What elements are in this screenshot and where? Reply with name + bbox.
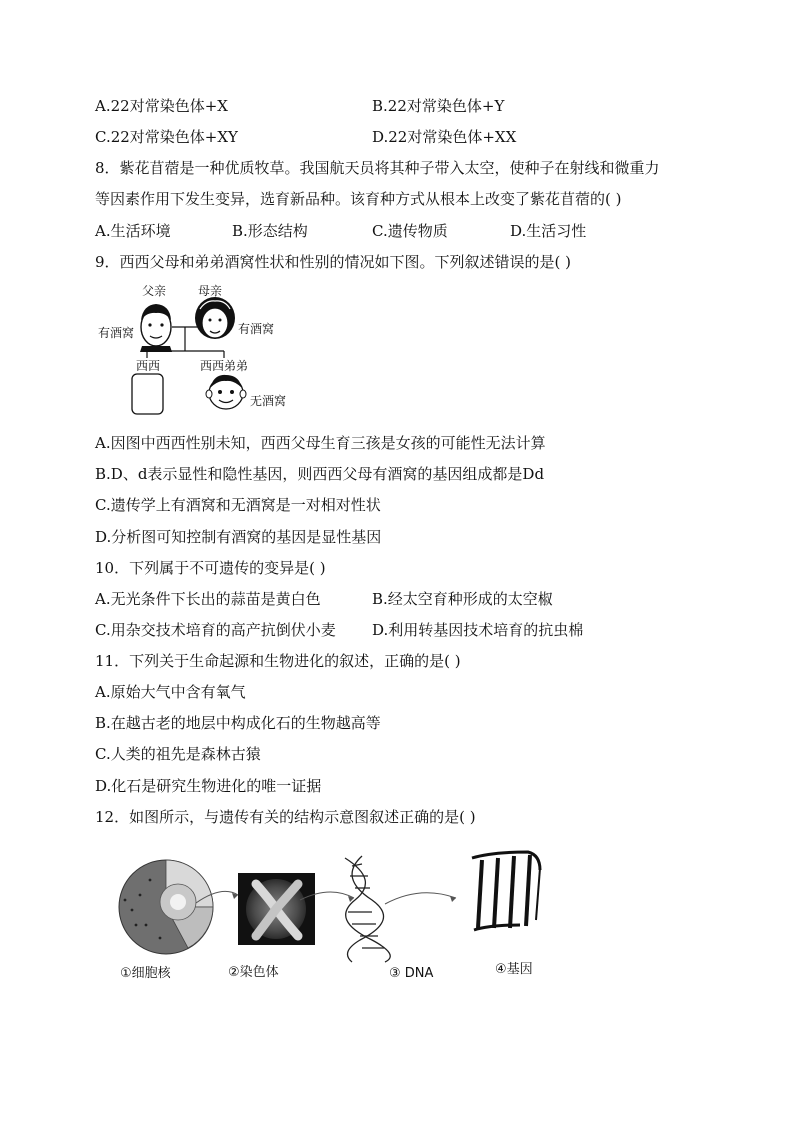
q11-option-d: D.化石是研究生物进化的唯一证据 xyxy=(95,777,322,795)
q7-option-d: D.22对常染色体+XX xyxy=(372,128,517,146)
dna-helix-icon xyxy=(345,856,390,962)
q12-stem: 12．如图所示，与遗传有关的结构示意图叙述正确的是( ) xyxy=(95,808,476,826)
q10-option-a: A.无光条件下长出的蒜苗是黄白色 xyxy=(95,590,321,608)
label-nucleus: ①细胞核 xyxy=(120,966,171,981)
q11-stem: 11．下列关于生命起源和生物进化的叙述，正确的是( ) xyxy=(95,652,461,670)
q8-option-d: D.生活习性 xyxy=(510,222,587,240)
q8-stem-line2: 等因素作用下发生变异，选育新品种。该育种方式从根本上改变了紫花苜蓿的( ) xyxy=(95,190,622,208)
cell-nucleus-icon xyxy=(119,860,213,954)
q9-option-d: D.分析图可知控制有酒窝的基因是显性基因 xyxy=(95,528,382,546)
q8-option-c: C.遗传物质 xyxy=(372,222,448,240)
q10-option-b: B.经太空育种形成的太空椒 xyxy=(372,590,553,608)
label-gene: ④基因 xyxy=(495,962,533,977)
q11-option-a: A.原始大气中含有氧气 xyxy=(95,683,246,701)
father-label: 父亲 xyxy=(142,284,167,298)
brother-trait-label: 无酒窝 xyxy=(250,394,287,408)
xixi-label: 西西 xyxy=(136,359,161,373)
q8-stem-line1: 8．紫花苜蓿是一种优质牧草。我国航天员将其种子带入太空，使种子在射线和微重力 xyxy=(95,159,660,177)
label-chromosome: ②染色体 xyxy=(228,965,279,980)
q9-option-c: C.遗传学上有酒窝和无酒窝是一对相对性状 xyxy=(95,496,381,514)
q10-option-c: C.用杂交技术培育的高产抗倒伏小麦 xyxy=(95,621,336,639)
mother-label: 母亲 xyxy=(198,284,223,298)
q8-option-a: A.生活环境 xyxy=(95,222,171,240)
q10-option-d: D.利用转基因技术培育的抗虫棉 xyxy=(372,621,584,639)
q7-option-c: C.22对常染色体+XY xyxy=(95,128,238,146)
father-trait-label: 有酒窝 xyxy=(98,326,135,340)
q9-option-a: A.因图中西西性别未知，西西父母生育三孩是女孩的可能性无法计算 xyxy=(95,434,546,452)
chromosome-icon xyxy=(238,873,315,945)
gene-segment-icon xyxy=(472,852,540,930)
q9-option-b: B.D、d表示显性和隐性基因，则西西父母有酒窝的基因组成都是Dd xyxy=(95,465,545,483)
q10-stem: 10．下列属于不可遗传的变异是( ) xyxy=(95,559,326,577)
q11-option-b: B.在越古老的地层中构成化石的生物越高等 xyxy=(95,714,381,732)
q8-option-b: B.形态结构 xyxy=(232,222,308,240)
arrow-3 xyxy=(385,893,456,904)
label-dna: ③ DNA xyxy=(389,966,434,981)
q9-stem: 9．西西父母和弟弟酒窝性状和性别的情况如下图。下列叙述错误的是( ) xyxy=(95,253,572,271)
brother-label: 西西弟弟 xyxy=(200,359,249,373)
q11-option-c: C.人类的祖先是森林古猿 xyxy=(95,745,261,763)
mother-trait-label: 有酒窝 xyxy=(238,322,275,336)
q7-option-b: B.22对常染色体+Y xyxy=(372,97,505,115)
q7-option-a: A.22对常染色体+X xyxy=(95,97,228,115)
